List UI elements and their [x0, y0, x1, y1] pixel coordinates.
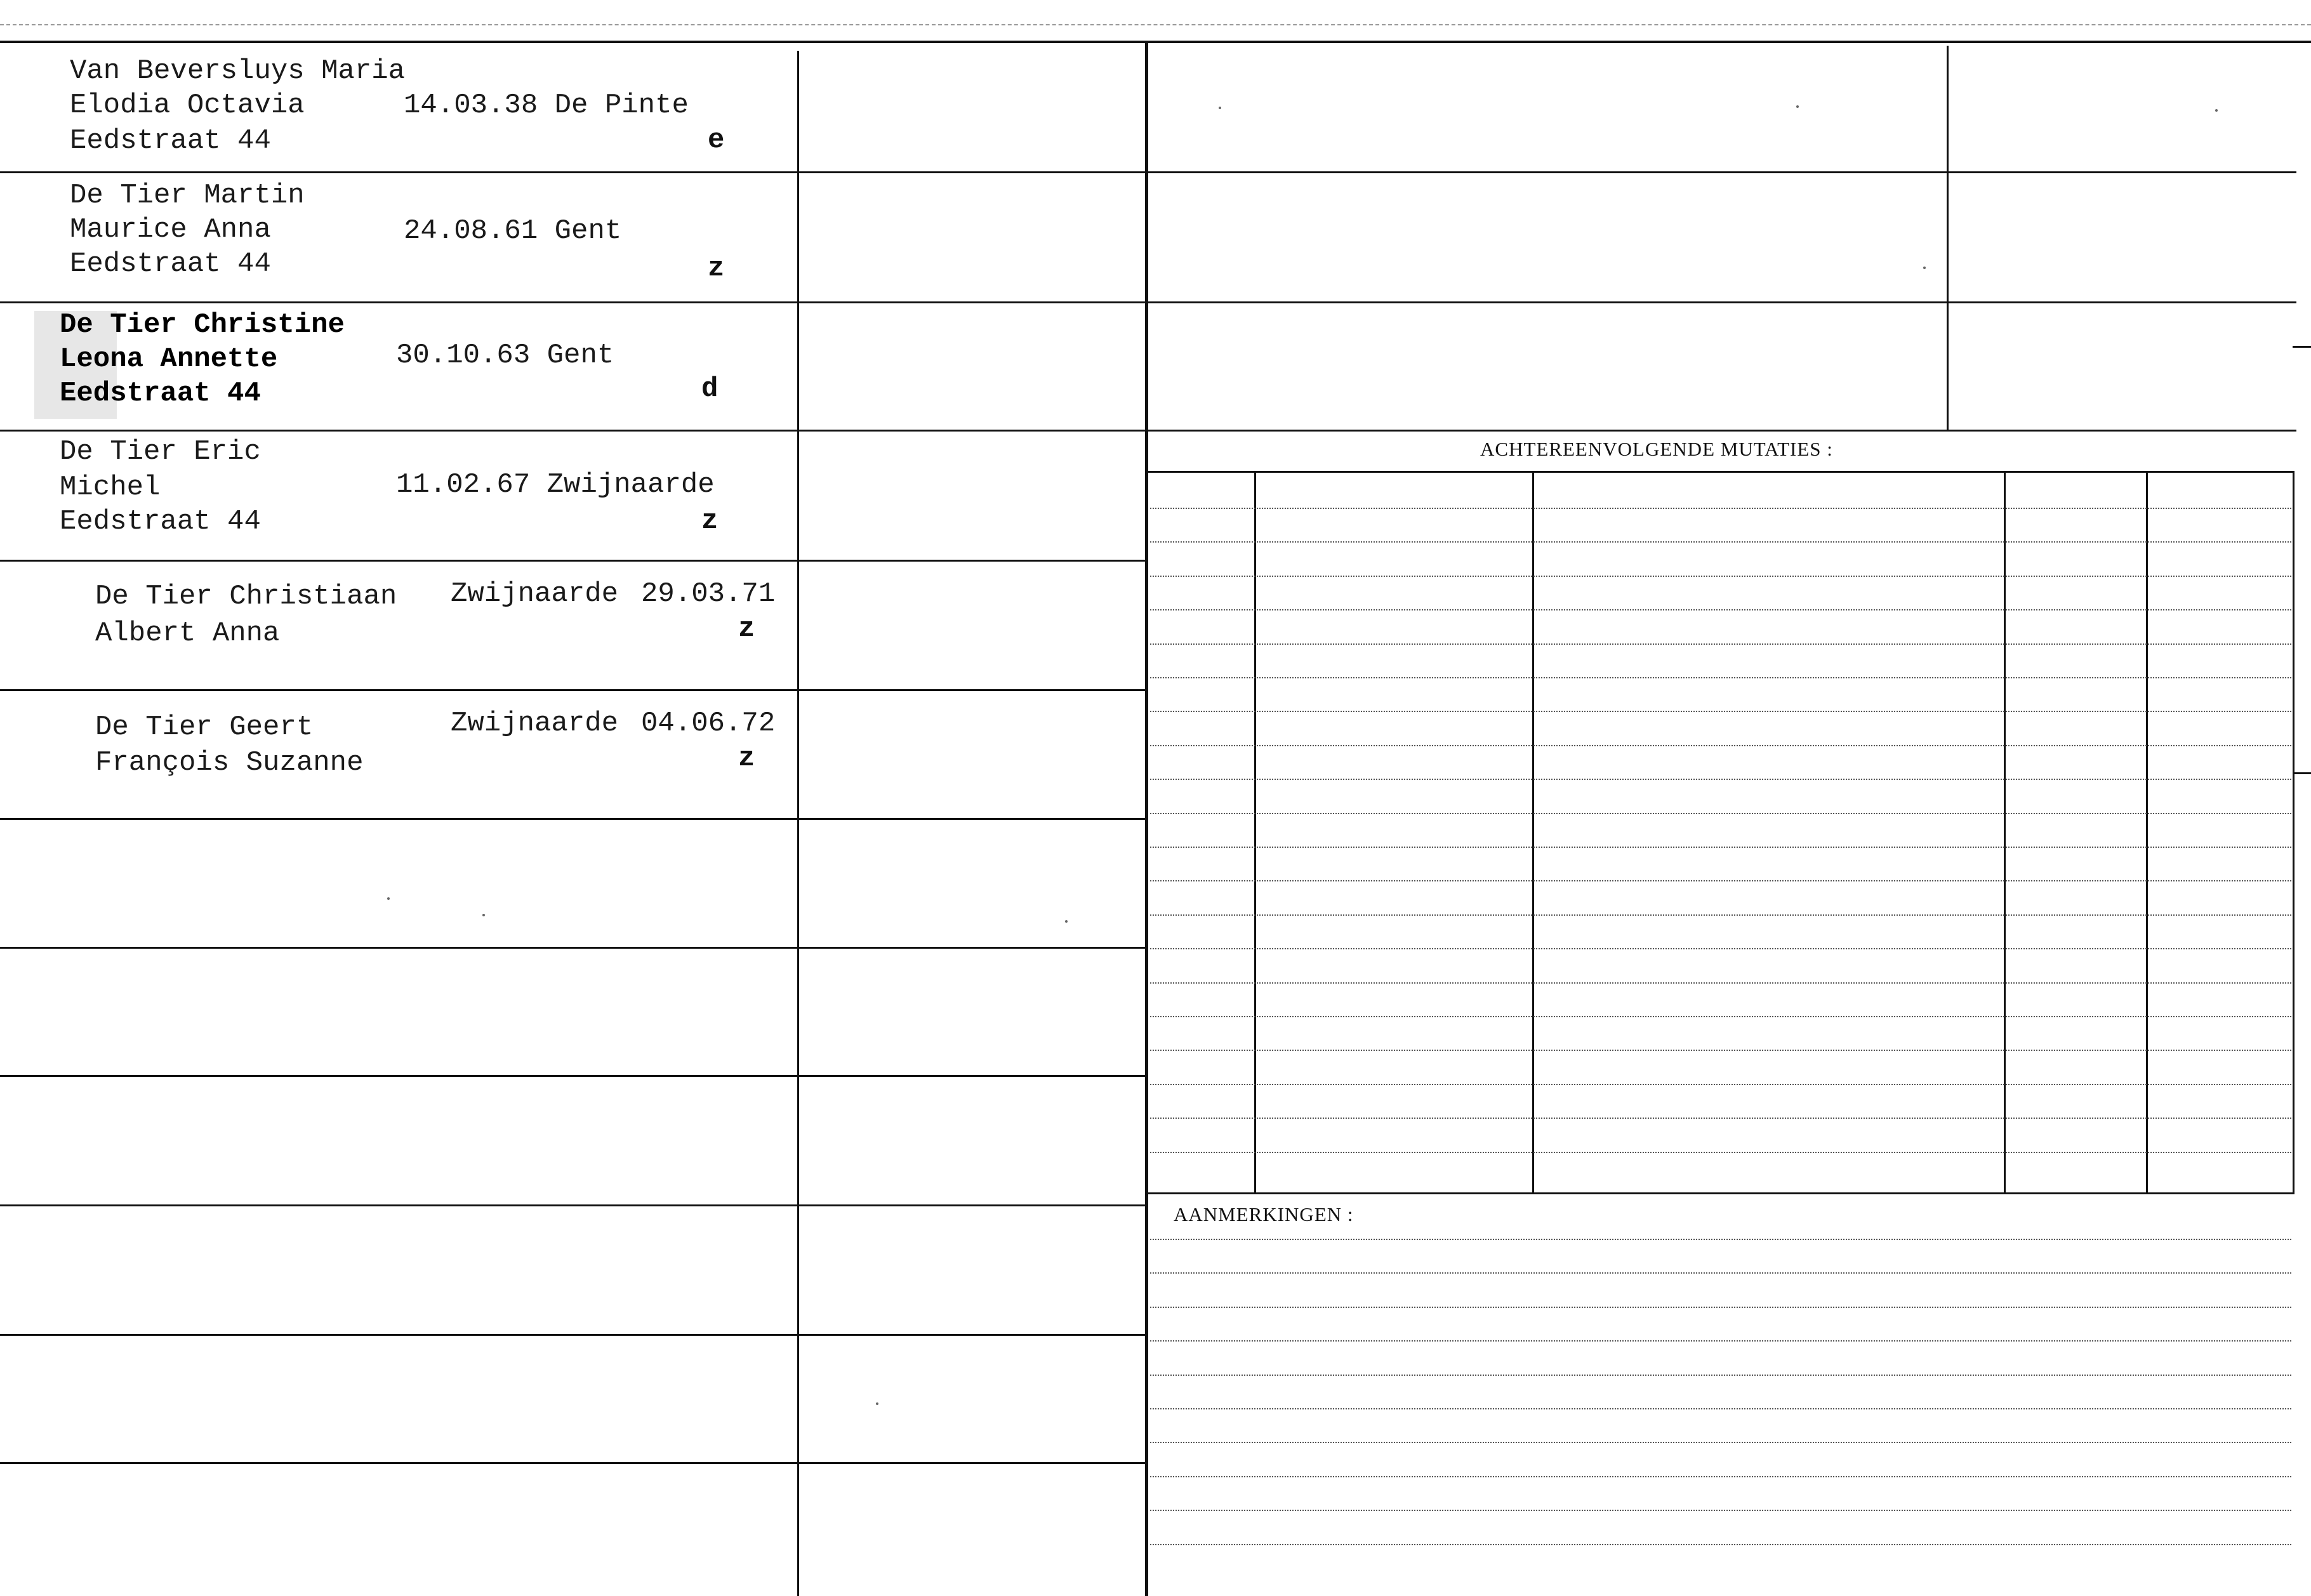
- mutations-ruling-line: [1150, 576, 2291, 577]
- mutations-ruling-line: [1150, 1016, 2291, 1017]
- scan-speck: [1219, 107, 1221, 109]
- remarks-heading: AANMERKINGEN :: [1174, 1203, 1354, 1225]
- remarks-ruling-line: [1150, 1442, 2291, 1443]
- person-status-code: e: [708, 124, 725, 156]
- row-separator: [0, 1334, 1146, 1336]
- person-birth-date-place: 30.10.63 Gent: [396, 340, 614, 371]
- mutations-ruling-line: [1150, 609, 2291, 610]
- right-row-separator: [1146, 430, 2296, 432]
- remarks-ruling-line: [1150, 1239, 2291, 1240]
- row-separator: [0, 301, 1146, 303]
- right-row-separator: [1146, 171, 2296, 173]
- person-birth-date-place: 14.03.38 De Pinte: [404, 89, 689, 121]
- mutations-ruling-line: [1150, 745, 2291, 746]
- mutations-heading: ACHTEREENVOLGENDE MUTATIES :: [1480, 438, 1833, 460]
- mutations-table: [1148, 471, 2294, 1194]
- person-name-line1: Van Beversluys Maria: [70, 55, 406, 87]
- row-separator: [0, 1204, 1146, 1206]
- remarks-ruling-line: [1150, 1510, 2291, 1511]
- mutations-ruling-line: [1150, 914, 2291, 916]
- scan-speck: [876, 1402, 878, 1405]
- scan-speck: [2215, 109, 2218, 112]
- person-status-code: z: [738, 613, 755, 645]
- person-birth-date-place: 11.02.67 Zwijnaarde: [396, 469, 715, 501]
- remarks-ruling-line: [1150, 1307, 2291, 1308]
- person-birth-date-place: 24.08.61 Gent: [404, 215, 622, 247]
- margin-tick: [2293, 772, 2311, 774]
- row-separator: [0, 430, 1146, 432]
- person-name-line2: Maurice Anna: [70, 214, 271, 246]
- person-name-line1: De Tier Christine: [60, 309, 345, 341]
- row-separator: [0, 689, 1146, 691]
- mutations-ruling-line: [1150, 1050, 2291, 1051]
- scan-speck: [482, 914, 485, 916]
- row-separator: [0, 560, 1146, 562]
- mutations-ruling-line: [1150, 982, 2291, 984]
- right-row-separator: [1146, 301, 2296, 303]
- remarks-ruling-line: [1150, 1408, 2291, 1409]
- mutations-ruling-line: [1150, 779, 2291, 780]
- mutations-ruling-line: [1150, 880, 2291, 881]
- person-status-code: z: [708, 253, 725, 284]
- person-name-line2: François Suzanne: [95, 747, 364, 779]
- person-birth-place: Zwijnaarde: [451, 708, 619, 739]
- row-separator: [0, 1462, 1146, 1464]
- mutations-ruling-line: [1150, 948, 2291, 949]
- row-separator: [0, 818, 1146, 820]
- top-torn-edge: [0, 24, 2311, 25]
- person-name-line2: Albert Anna: [95, 617, 280, 649]
- person-address: Eedstraat 44: [70, 125, 271, 157]
- person-birth-place: Zwijnaarde: [451, 578, 619, 610]
- person-name-line1: De Tier Eric: [60, 436, 261, 468]
- remarks-ruling-line: [1150, 1272, 2291, 1274]
- person-name-line2: Leona Annette: [60, 343, 278, 375]
- mutations-ruling-line: [1150, 711, 2291, 712]
- person-name-line2: Elodia Octavia: [70, 89, 305, 121]
- person-address: Eedstraat 44: [70, 248, 271, 280]
- person-birth-date: 29.03.71: [641, 578, 776, 610]
- mutations-ruling-line: [1150, 541, 2291, 543]
- mutations-ruling-line: [1150, 677, 2291, 678]
- scan-speck: [1065, 920, 1068, 923]
- person-address: Eedstraat 44: [60, 378, 261, 409]
- scan-speck: [1796, 105, 1799, 108]
- scan-speck: [1923, 267, 1926, 269]
- top-border: [0, 41, 2311, 43]
- person-name-line1: De Tier Geert: [95, 711, 314, 743]
- row-separator: [0, 947, 1146, 949]
- margin-tick: [2293, 346, 2311, 348]
- mutations-ruling-line: [1150, 813, 2291, 814]
- left-column-divider: [797, 51, 799, 1596]
- person-name-line1: De Tier Christiaan: [95, 581, 397, 612]
- mutations-ruling-line: [1150, 508, 2291, 509]
- person-birth-date: 04.06.72: [641, 708, 776, 739]
- person-status-code: z: [738, 742, 755, 774]
- person-address: Eedstraat 44: [60, 506, 261, 537]
- right-upper-divider: [1947, 46, 1949, 430]
- person-status-code: z: [701, 505, 718, 537]
- mutations-ruling-line: [1150, 643, 2291, 645]
- remarks-ruling-line: [1150, 1340, 2291, 1342]
- remarks-ruling-line: [1150, 1375, 2291, 1376]
- person-name-line2: Michel: [60, 472, 161, 503]
- mutations-ruling-line: [1150, 1152, 2291, 1153]
- person-name-line1: De Tier Martin: [70, 180, 305, 211]
- remarks-ruling-line: [1150, 1476, 2291, 1477]
- mutations-ruling-line: [1150, 1118, 2291, 1119]
- row-separator: [0, 1075, 1146, 1077]
- mutations-ruling-line: [1150, 1084, 2291, 1085]
- person-status-code: d: [701, 373, 718, 405]
- scan-speck: [387, 897, 390, 900]
- mutations-ruling-line: [1150, 847, 2291, 848]
- remarks-ruling-line: [1150, 1544, 2291, 1545]
- row-separator: [0, 171, 1146, 173]
